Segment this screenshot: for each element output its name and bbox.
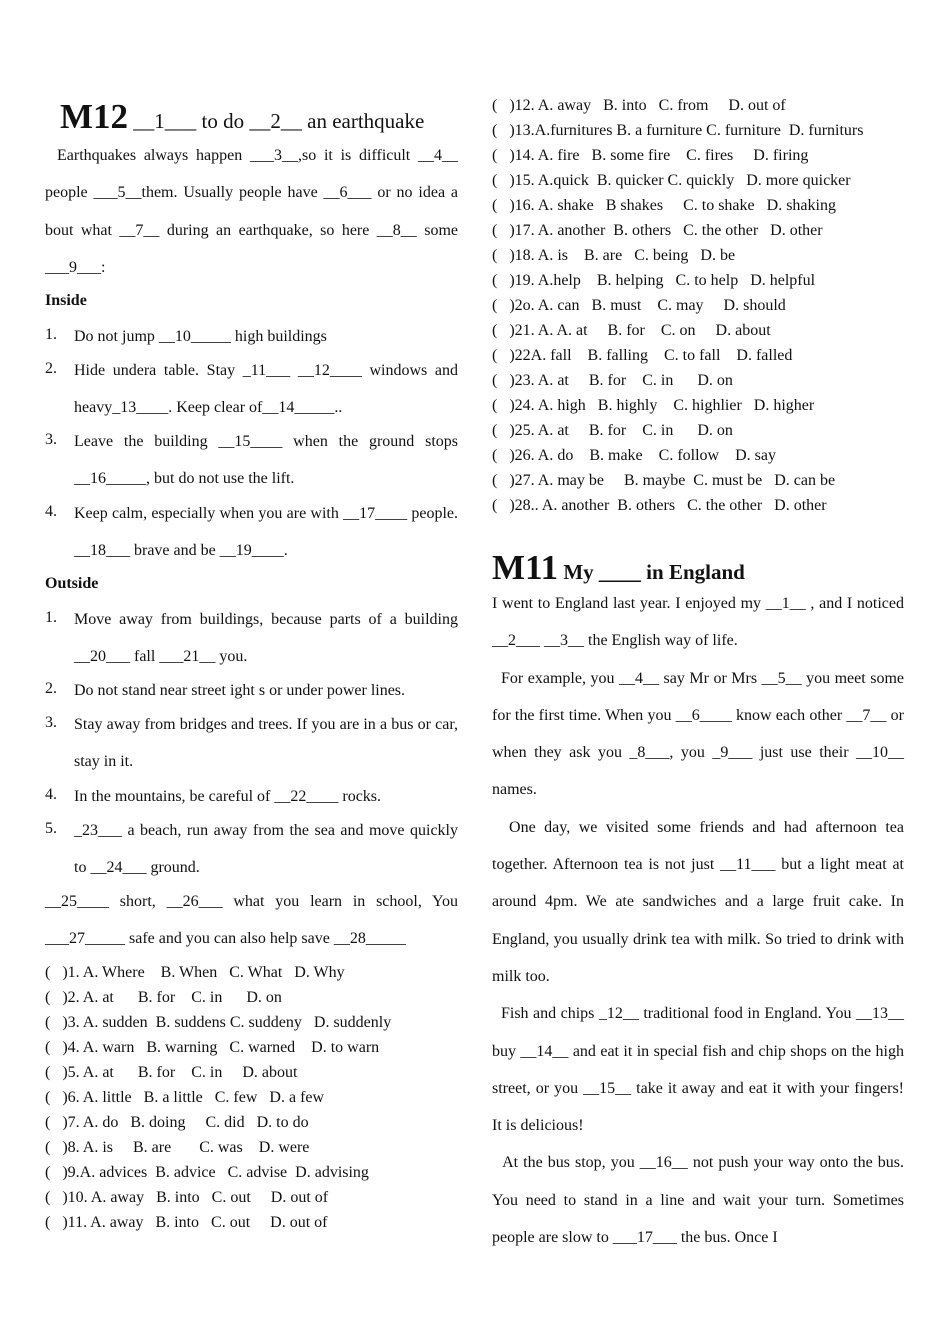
- option-line: ( )25. A. at B. for C. in D. on: [492, 422, 733, 439]
- item-text: Move away from buildings, because parts of a building __20___ fall ___21__ you.: [74, 611, 458, 666]
- item-number: 4.: [45, 786, 57, 803]
- option-line: ( )26. A. do B. make C. follow D. say: [492, 447, 776, 464]
- option-line: ( )12. A. away B. into C. from D. out of: [492, 97, 786, 114]
- m12-title: [60, 99, 424, 134]
- option-line: ( )13.A.furnitures B. a furniture C. furniture D. furniturs: [492, 122, 864, 139]
- option-line: ( )28.. A. another B. others C. the other D. other: [492, 497, 827, 514]
- inside-item-4: [45, 495, 458, 570]
- option-line: ( )2. A. at B. for C. in D. on: [45, 989, 282, 1006]
- option-line: ( )22A. fall B. falling C. to fall D. falled: [492, 347, 793, 364]
- item-text: Hide undera table. Stay _11___ __12____ windows and heavy_13____. Keep clear of__14_____..: [74, 362, 458, 417]
- m11-paragraph: For example, you __4__ say Mr or Mrs __5__ you meet some for the first time. When you __6____ know each other __7__ or when they ask you _8___, you _9___ just use their __10__ names.: [492, 669, 904, 799]
- outside-item-1: [45, 601, 458, 676]
- option-line: ( )21. A. A. at B. for C. on D. about: [492, 322, 771, 339]
- option-line: ( )4. A. warn B. warning C. warned D. to warn: [45, 1039, 380, 1056]
- option-line: ( )2o. A. can B. must C. may D. should: [492, 297, 786, 314]
- inside-heading: Inside: [45, 292, 87, 309]
- option-line: ( )27. A. may be B. maybe C. must be D. can be: [492, 472, 836, 489]
- m11-paragraph: One day, we visited some friends and had afternoon tea together. Afternoon tea is not just __11___ but a light meat at around 4pm. We ate sandwiches and a large fruit cake. In England, you usually drink tea with milk. So tried to drink with milk too.: [492, 818, 904, 985]
- option-line: ( )10. A. away B. into C. out D. out of: [45, 1189, 329, 1206]
- item-number: 2.: [45, 680, 57, 697]
- option-line: ( )19. A.help B. helping C. to help D. helpful: [492, 272, 816, 289]
- option-line: ( )18. A. is B. are C. being D. be: [492, 247, 736, 264]
- option-line: ( )5. A. at B. for C. in D. about: [45, 1064, 298, 1081]
- item-text: Keep calm, especially when you are with __17____ people. __18___ brave and be __19____.: [74, 505, 458, 560]
- option-line: ( )15. A.quick B. quicker C. quickly D. more quicker: [492, 172, 851, 189]
- item-number: 3.: [45, 714, 57, 731]
- m11-paragraph: At the bus stop, you __16__ not push your way onto the bus. You need to stand in a line and wait your turn. Sometimes people are slow to ___17___ the bus. Once I: [492, 1154, 904, 1247]
- inside-item-3: [45, 423, 458, 498]
- item-number: 1.: [45, 326, 57, 343]
- item-number: 4.: [45, 503, 57, 520]
- m12-closing: __25____ short, __26___ what you learn in school, You ___27_____ safe and you can also help save __28_____: [45, 893, 458, 948]
- inside-item-1: [45, 318, 458, 355]
- item-text: In the mountains, be careful of __22____ rocks.: [74, 788, 382, 805]
- m11-code: M11: [492, 548, 559, 587]
- option-line: ( )23. A. at B. for C. in D. on: [492, 372, 733, 389]
- option-line: ( )11. A. away B. into C. out D. out of: [45, 1214, 328, 1231]
- option-line: ( )14. A. fire B. some fire C. fires D. firing: [492, 147, 809, 164]
- m11-paragraph: I went to England last year. I enjoyed my __1__ , and I noticed __2___ __3__ the English way of life.: [492, 595, 904, 650]
- option-line: ( )17. A. another B. others C. the other D. other: [492, 222, 823, 239]
- option-line: ( )6. A. little B. a little C. few D. a few: [45, 1089, 325, 1106]
- outside-item-3: [45, 706, 458, 781]
- inside-item-2: [45, 352, 458, 427]
- option-line: ( )16. A. shake B shakes C. to shake D. shaking: [492, 197, 836, 214]
- option-line: ( )9.A. advices B. advice C. advise D. advising: [45, 1164, 369, 1181]
- item-text: _23___ a beach, run away from the sea and move quickly to __24___ ground.: [74, 822, 458, 877]
- item-number: 3.: [45, 431, 57, 448]
- m12-title-text: __1___ to do __2__ an earthquake: [128, 109, 425, 133]
- item-text: Do not jump __10_____ high buildings: [74, 328, 327, 345]
- m11-title-text: My ____ in England: [558, 560, 745, 584]
- outside-item-2: [45, 672, 458, 709]
- outside-item-5: [45, 812, 458, 887]
- option-line: ( )3. A. sudden B. suddens C. suddeny D. suddenly: [45, 1014, 392, 1031]
- outside-item-4: [45, 778, 458, 815]
- item-text: Stay away from bridges and trees. If you are in a bus or car, stay in it.: [74, 716, 458, 771]
- option-line: ( )1. A. Where B. When C. What D. Why: [45, 964, 345, 981]
- option-line: ( )8. A. is B. are C. was D. were: [45, 1139, 310, 1156]
- m12-code: M12: [60, 97, 129, 136]
- item-number: 5.: [45, 820, 57, 837]
- m12-intro: Earthquakes always happen ___3__,so it is difficult __4__ people ___5__them. Usually people have __6___ or no idea a bout what __7__ during an earthquake, so here __8__ some ___9___:: [45, 147, 458, 276]
- outside-heading: Outside: [45, 575, 99, 592]
- item-text: Do not stand near street ight s or under power lines.: [74, 682, 406, 699]
- m11-paragraph: Fish and chips _12__ traditional food in England. You __13__ buy __14__ and eat it in special fish and chip shops on the high street, or you __15__ take it away and eat it with your fingers! It is delicious!: [492, 1005, 904, 1135]
- m11-passage: [492, 585, 904, 1256]
- item-number: 2.: [45, 360, 57, 377]
- item-number: 1.: [45, 609, 57, 626]
- option-line: ( )24. A. high B. highly C. highlier D. higher: [492, 397, 815, 414]
- m11-title: [492, 550, 745, 585]
- item-text: Leave the building __15____ when the ground stops __16_____, but do not use the lift.: [74, 433, 458, 488]
- option-line: ( )7. A. do B. doing C. did D. to do: [45, 1114, 309, 1131]
